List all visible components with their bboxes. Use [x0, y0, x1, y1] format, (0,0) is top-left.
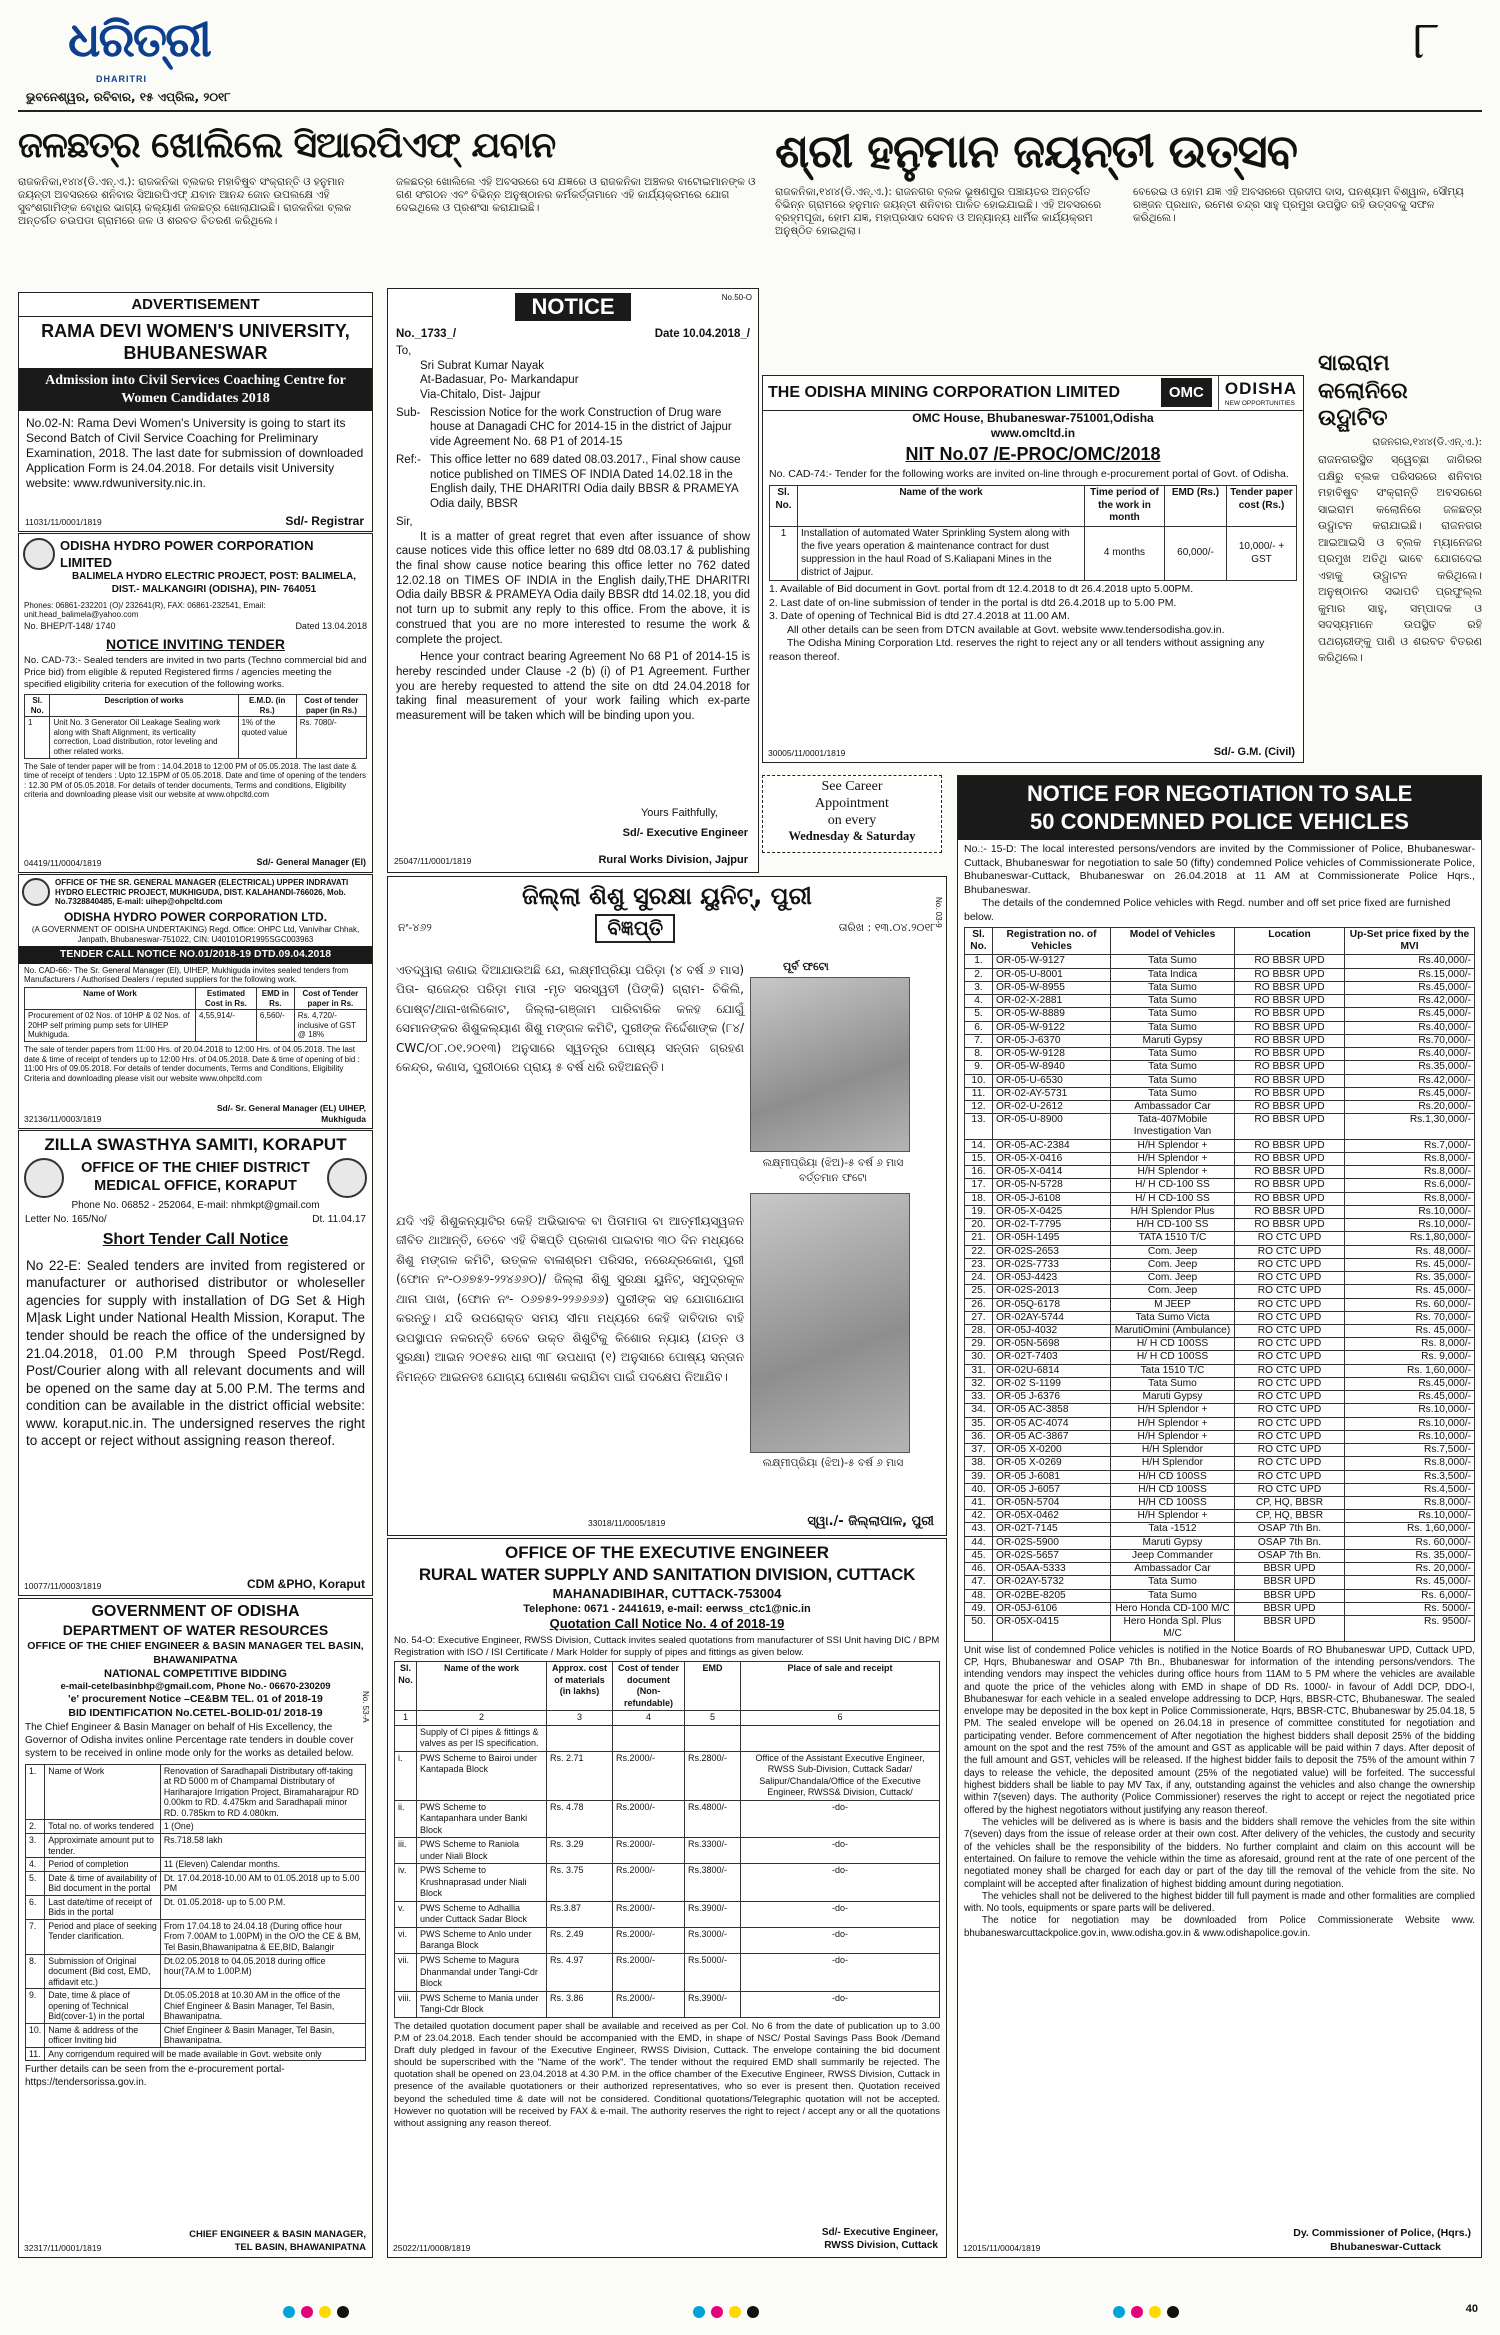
- table-row: 39. OR-05 J-6081 H/H CD 100SS RO CTC UPD Rs.3,500/-: [965, 1470, 1475, 1483]
- rwd-refs: This office letter no 689 dated 08.03.2017., Final show cause notice published on TIMES OF INDIA Dated 14.02.18 in the English daily, THE DHARITRI Odia daily BBSR & PRAMEYA Odia daily, BBSR: [430, 453, 741, 511]
- child-date: ତାରିଖ : ୧୩.୦୪.୨୦୧୮: [838, 921, 936, 935]
- wr-sign1: CHIEF ENGINEER & BASIN MANAGER,: [189, 2228, 366, 2240]
- omc-name: THE ODISHA MINING CORPORATION LIMITED: [768, 383, 1120, 401]
- table-row: 46. OR-05AA-5333 Ambassador Car BBSR UPD Rs. 20,000/-: [965, 1563, 1475, 1576]
- omc-house: OMC House, Bhubaneswar-751001,Odisha: [912, 410, 1154, 425]
- zilla-office: OFFICE OF THE CHIEF DISTRICT MEDICAL OFFICE, KORAPUT: [81, 1160, 310, 1194]
- police-body2: The vehicles will be delivered as is where is basis and the bidders shall remove the vehicles from the site within 7(seven) days from the issue of release order at their own cost. After delivery of the vehicles, the custody and security of the vehicles shall be the responsibility of the bidders. No further complaint and claim on this account will be entertained. On failure to remove the vehicle within the time as aforesaid, ground rent at the rate of one percent of the negotiated money shall be charged for each day or part of the day till the removal of the vehicle from the site. No complaint will be accepted after finalization of highest bidding amount during negotiation.: [964, 1816, 1475, 1890]
- table-row: 4. OR-02-X-2881 Tata Sumo RO BBSR UPD Rs.42,000/-: [965, 995, 1475, 1008]
- child-body2: ଯଦି ଏହି ଶିଶୁକନ୍ୟାଟିର କେହି ଅଭିଭାବକ ବା ପିତାମାତା ବା ଆତ୍ମୀୟସ୍ୱଜନ ଜୀବିତ ଥାଆନ୍ତି, ତେବେ ଏହି ବିଜ୍ଞପ୍ତି ପ୍ରକାଶ ପାଇବାର ୩୦ ଦିନ ମଧ୍ୟରେ ଶିଶୁ ମଙ୍ଗଳ କମିଟି, ଉତ୍କଳ ବାଳାଶ୍ରମ ପରିସର, ନରେନ୍ଦ୍ରକୋଣ, ପୁରୀ (ଫୋନ ନଂ-୦୬୭୫୨-୨୨୪୬୬୦)/ ଜିଲ୍ଲା ଶିଶୁ ସୁରକ୍ଷା ୟୁନିଟ୍, ସମୁଦ୍ରକୂଳ ଥାନା ପାଖ, (ଫୋନ ନଂ- ୦୬୭୫୨-୨୨୬୬୬୬) ପୁରୀଙ୍କ ସହ ଯୋଗାଯୋଗ କରନ୍ତୁ। ଯଦି ଉପରୋକ୍ତ ସମୟ ସୀମା ମଧ୍ୟରେ କେହି ଦାବିଦାର ବାହି ଉପସ୍ଥାପନ ନକରନ୍ତି ତେବେ ଉକ୍ତ ଶିଶୁଟିକୁ କିଶୋର ନ୍ୟାୟ (ଯତ୍ନ ଓ ସୁରକ୍ଷା) ଆଇନ ୨୦୧୫ର ଧାରା ୩୮ ଉପଧାରା (୧) ଅନୁସାରେ ପୋଷ୍ୟ ସନ୍ତାନ ନିମନ୍ତେ ଆଇନତଃ ଯୋଗ୍ୟ ଘୋଷଣା କରାଯିବା ପାଇଁ ପଦକ୍ଷେପ ନିଆଯିବ।: [396, 1214, 744, 1384]
- table-row: 32. OR-02 S-1199 Tata Sumo RO CTC UPD Rs.45,000/-: [965, 1377, 1475, 1390]
- story1-col2: ଜଳଛତ୍ର ଖୋଲିଲେ ଏହି ଅବସରରେ ସେ ଯଜ୍ଞରେ ଓ ରାଜକନିକା ଅଞ୍ଚଳର ବାଟୋଇମାନଙ୍କ ଓ ଗଣ ସଂଗଠନ ଏବଂ ବିଭିନ୍ନ ଅନୁଷ୍ଠାନର କର୍ମକର୍ତ୍ତାମାନେ ଏହି କାର୍ଯ୍ୟକ୍ରମରେ ଯୋଗ ଦେଇଥିଲେ ଓ ପ୍ରଶଂସା କରାଯାଇଛି।: [396, 176, 756, 215]
- rwd-addr-2: At-Badasuar, Po- Markandapur: [420, 374, 579, 387]
- ohpc1-code: 04419/11/0004/1819: [24, 858, 102, 869]
- child-caption2: ଲକ୍ଷ୍ମୀପ୍ରିୟା (ଝିଅ)-୫ ବର୍ଷ ୬ ମାସ: [762, 1457, 904, 1469]
- ohpc1-title: ODISHA HYDRO POWER CORPORATION LIMITED: [60, 538, 314, 570]
- omc-logo: OMC: [1161, 378, 1212, 407]
- police-intro2: The details of the condemned Police vehicles with Regd. number and off set price fixed are furnished below.: [964, 897, 1451, 923]
- table-row: 43. OR-02T-7145 Tata -1512 OSAP 7th Bn. Rs. 1,60,000/-: [965, 1523, 1475, 1536]
- table-row: 1. Name of Work Renovation of Saradhapali Distributary off-taking at RD 5000 m of Champamal Distributary of Hariharajore Irrigation Project, Biramaharajpur RD 0.00km to RD. 4.475km and Saradhapali minor RD. 0.785km to RD 4.080km.: [26, 1764, 366, 1820]
- ad-ohpc-uihep: [18, 874, 373, 1129]
- story2-headline: ଶ୍ରୀ ହନୁମାନ ଜୟନ୍ତୀ ଉତ୍ସବ: [775, 124, 1298, 178]
- table-row: 6. Last date/time of receipt of Bids in the portal Dt. 01.05.2018- up to 5.00 P.M.: [26, 1895, 366, 1919]
- table-row: 12. OR-02-U-2612 Ambassador Car RO BBSR UPD Rs.20,000/-: [965, 1100, 1475, 1113]
- rwd-sign1: Sd/- Executive Engineer: [622, 826, 748, 839]
- rwd-yours: Yours Faithfully,: [640, 806, 718, 819]
- table-row: 36. OR-05 AC-3867 H/H Splendor + RO CTC UPD Rs.10,000/-: [965, 1430, 1475, 1443]
- child-photo-1: [750, 977, 910, 1152]
- table-row: 22. OR-02S-2653 Com. Jeep RO CTC UPD Rs. 48,000/-: [965, 1245, 1475, 1258]
- omc-intro: No. CAD-74:- Tender for the following works are invited on-line through e-procurement portal of Govt. of Odisha.: [769, 468, 1289, 481]
- zilla-letter: Letter No. 165/No/: [25, 1213, 107, 1225]
- police-web: The notice for negotiation may be downloaded from Police Commissionerate Website www. bhubaneswarcuttackpolice.gov.in, www.odisha.gov.in & www.odishapolice.gov.in.: [964, 1915, 1475, 1939]
- rama-devi-sign: Sd/- Registrar: [285, 513, 364, 528]
- ohpc-logo-icon: [22, 878, 50, 906]
- table-row: 31. OR-02U-6814 Tata 1510 T/C RO CTC UPD Rs. 1,60,000/-: [965, 1364, 1475, 1377]
- child-caption1b: ବର୍ତ୍ତମାନ ଫଟୋ: [799, 1172, 867, 1184]
- omc-code: 30005/11/0001/1819: [768, 748, 846, 759]
- ohpc2-title: ODISHA HYDRO POWER CORPORATION LTD.: [63, 909, 328, 924]
- police-sign1: Dy. Commissioner of Police, (Hqrs.): [1293, 2226, 1471, 2239]
- rwd-sub: Rescission Notice for the work Construction of Drug ware house at Danagadi CHC for 2014-15 in the district of Jajpur vide Agreement No. 68 P1 of 2014-15: [430, 406, 732, 449]
- child-heading: ବିଜ୍ଞପ୍ତି: [595, 914, 675, 944]
- wr-email: e-mail-cetelbasinbhp@gmail.com, Phone No.- 06670-230209: [60, 1681, 331, 1693]
- table-row: 8. OR-05-W-9128 Tata Sumo RO BBSR UPD Rs.40,000/-: [965, 1048, 1475, 1061]
- rwss-addr: MAHANADIBIHAR, CUTTACK-753004: [552, 1585, 782, 1601]
- rwss-table: Sl. No. Name of the work Approx. cost of materials (in lakhs) Cost of tender document (Non-refundable) EMD Place of sale and receipt 1 2 3 4 5 6 Supply of CI pipes & fittings & valves as per IS specification. i. PWS Scheme to Bairoi under Kantapada Block Rs. 2.71 Rs.2000/- Rs.2800/- Office of the Assistant Executive Engineer, RWSS Sub-Division, Cuttack Sadar/ Salipur/Chandala/Office of the Executive Engineer, RWSS& Division, Cuttack/ ii. PWS Scheme to Kantapanhara under Banki Block Rs. 4.78 Rs.2000/- Rs.4800/- -do- iii. PWS Scheme to Raniola under Niali Block Rs. 3.29 Rs.2000/- Rs.3300/- -do- iv. PWS Scheme to Krushnaprasad under Niali Block Rs. 3.75 Rs.2000/- Rs.3800/- -do- v. PWS Scheme to Adhallia under Cuttack Sadar Block Rs.3.87 Rs.2000/- Rs.3900/- -do- vi. PWS Scheme to Anlo under Baranga Block Rs. 2.49 Rs.2000/- Rs.3000/- -do- vii. PWS Scheme to Magura Dhanmandal under Tangi-Cdr Block Rs. 4.97 Rs.2000/- Rs.5000/- -do- viii. PWS Scheme to Mania under Tangi-Cdr Block Rs. 3.86 Rs.2000/- Rs.3900/- -do-: [394, 1661, 940, 2017]
- ohpc1-heading: NOTICE INVITING TENDER: [106, 635, 285, 652]
- table-row: 9. Date, time & place of opening of Technical Bid(cover-1) in the portal Dt.05.05.2018 at 10.30 AM in the office of the Chief Engineer & Basin Manager, Tel Basin, Bhawanipatna.: [26, 1989, 366, 2024]
- story-jalachhatra: [18, 120, 763, 302]
- ad-child-protection: [387, 876, 947, 1536]
- child-side: No. 03-9: [934, 897, 943, 928]
- table-row: 9. OR-05-W-8940 Tata Sumo RO BBSR UPD Rs.35,000/-: [965, 1061, 1475, 1074]
- table-row: 33. OR-05 J-6376 Maruti Gypsy RO CTC UPD Rs.45,000/-: [965, 1391, 1475, 1404]
- page-number: 40: [1465, 2303, 1478, 2315]
- table-row: 47. OR-02AY-5732 Tata Sumo BBSR UPD Rs. 45,000/-: [965, 1576, 1475, 1589]
- story-hanuman-jayanti: [775, 120, 1482, 350]
- table-row: 49. OR-05J-6106 Hero Honda CD-100 M/C BBSR UPD Rs. 5000/-: [965, 1602, 1475, 1615]
- career-l2: Appointment: [815, 795, 889, 811]
- child-body: ଏତଦ୍ୱାରା ଜଣାଇ ଦିଆଯାଉଅଛି ଯେ, ଲକ୍ଷ୍ମୀପ୍ରିୟା ପରିଡ଼ା (୪ ବର୍ଷ ୬ ମାସ) ପିତା- ରାଜେନ୍ଦ୍ର ପରିଡ଼ା ମାତା -ମୃତ ସରସ୍ୱତୀ (ପିଙ୍କି) ଗ୍ରାମ- ଚିକିଲି, ପୋଷ୍ଟ/ଥାନା-ଖଲିକୋଟ, ଜିଲ୍ଲା-ଗଞ୍ଜାମ ପାରିବାରିକ କଳହ ଯୋଗୁଁ ସେମାନଙ୍କର ଶିଶୁକଲ୍ୟାଣ ଶିଶୁ ମଙ୍ଗଳ କମିଟି, ପୁରୀଙ୍କ ନିର୍ଦ୍ଦେଶାଙ୍କ (୮୪/ CWC/୦୮.୦୧.୨୦୧୩) ଅନୁସାରେ ସ୍ୱତନ୍ତ୍ର ପୋଷ୍ୟ ସନ୍ତାନ ଗ୍ରହଣ କେନ୍ଦ୍ର, କଣାସ, ପୁରୀଠାରେ ପ୍ରାୟ ୫ ବର୍ଷ ଧରି ରହିଅଛନ୍ତି।: [396, 963, 744, 1075]
- zilla-phone: Phone No. 06852 - 252064, E-mail: nhmkpt@gmail.com: [71, 1199, 320, 1211]
- wr-notice: 'e' procurement Notice –CE&BM TEL. 01 of 2018-19: [68, 1693, 323, 1706]
- ohpc1-sign: Sd/- General Manager (EI): [256, 857, 366, 868]
- ad-omc: [762, 375, 1304, 763]
- police-sign2: Bhubaneswar-Cuttack: [1330, 2240, 1441, 2253]
- child-code: 33018/11/0005/1819: [588, 1518, 666, 1529]
- sairam-dateline: ରାଜନଗର,୧୪ା୪(ଡି.ଏନ୍.ଏ.):: [1372, 436, 1482, 448]
- rama-devi-strip: Admission into Civil Services Coaching Centre for Women Candidates 2018: [19, 368, 372, 411]
- omc-note-3: 3. Date of opening of Technical Bid is dtd 27.4.2018 at 11.00 AM.: [769, 610, 1070, 623]
- rwd-code: 25047/11/0001/1819: [394, 856, 472, 867]
- ohpc1-date: Dated 13.04.2018: [295, 621, 367, 632]
- police-title2: 50 CONDEMNED POLICE VEHICLES: [1030, 809, 1409, 835]
- table-row: v. PWS Scheme to Adhallia under Cuttack Sadar Block Rs.3.87 Rs.2000/- Rs.3900/- -do-: [395, 1901, 940, 1927]
- table-row: iv. PWS Scheme to Krushnaprasad under Niali Block Rs. 3.75 Rs.2000/- Rs.3800/- -do-: [395, 1864, 940, 1902]
- rwss-sign2: RWSS Division, Cuttack: [824, 2240, 938, 2252]
- table-row: 4. Period of completion 11 (Eleven) Calendar months.: [26, 1858, 366, 1872]
- rwd-ref-label: Ref:-: [396, 453, 421, 466]
- table-row: 35. OR-05 AC-4074 H/H Splendor + RO CTC UPD Rs.10,000/-: [965, 1417, 1475, 1430]
- ohpc1-ref: No. BHEP/T-148/ 1740: [24, 621, 116, 632]
- rwss-quot: Quotation Call Notice No. 4 of 2018-19: [549, 1616, 785, 1632]
- rwss-sign1: Sd/- Executive Engineer,: [821, 2227, 938, 2239]
- ohpc1-phones: Phones: 06861-232201 (O)/ 232641(R), FAX: 06861-232541, Email: unit.head_balimela@yahoo.com: [24, 600, 266, 620]
- story1-col1: ରାଜକନିକା,୧୪ା୪(ଡି.ଏନ୍.ଏ.): ରାଜକନିକା ବ୍ଲକର ମହାବିଷୁବ ସଂକ୍ରାନ୍ତି ଓ ହନୁମାନ ଜୟନ୍ତୀ ଅବସରରେ ଶନିବାର ସିଆରପିଏଫ୍ ଯବାନ ଆନନ୍ଦ ଜୋନ ଉପଲକ୍ଷେ ଏହି ସୁବଂଶଗାମିଙ୍କ ବୋଧିର ଭାଗ୍ୟ କଲ୍ୟାଣ ଜଳଛତ୍ର ଖୋଲାଯାଇଛି। ରାଜକନିକା ବ୍ଲକ ଅନ୍ତର୍ଗତ ଚଉପଡା ଗ୍ରାମରେ ଜଳ ଓ ଶରବତ ବିତରଣ କରିଥିଲେ।: [18, 176, 352, 228]
- table-row: 26. OR-05Q-6178 M JEEP RO CTC UPD Rs. 60,000/-: [965, 1298, 1475, 1311]
- career-l4: Wednesday & Saturday: [788, 829, 916, 844]
- ad-rama-devi: [18, 292, 373, 532]
- table-row: 48. OR-02BE-8205 Tata Sumo BBSR UPD Rs. 6,000/-: [965, 1589, 1475, 1602]
- table-row: 24. OR-05J-4423 Com. Jeep RO CTC UPD Rs. 35,000/-: [965, 1272, 1475, 1285]
- table-row: 20. OR-02-T-7795 H/H CD-100 SS RO BBSR UPD Rs.10,000/-: [965, 1219, 1475, 1232]
- zilla-heading: Short Tender Call Notice: [102, 1231, 289, 1249]
- table-row: 14. OR-05-AC-2384 H/H Splendor + RO BBSR UPD Rs.7,000/-: [965, 1139, 1475, 1152]
- table-row: 11. OR-02-AY-5731 Tata Sumo RO BBSR UPD Rs.45,000/-: [965, 1087, 1475, 1100]
- police-title1: NOTICE FOR NEGOTIATION TO SALE: [1027, 781, 1412, 806]
- story-sairam: [1318, 350, 1482, 790]
- odisha-brand-sub: NEW OPPORTUNITIES: [1224, 399, 1295, 407]
- table-row: iii. PWS Scheme to Raniola under Niali Block Rs. 3.29 Rs.2000/- Rs.3300/- -do-: [395, 1838, 940, 1864]
- omc-note-1: 1. Available of Bid document in Govt. portal from dt 12.4.2018 to dt 26.4.2018 upto 5.00PM.: [769, 583, 1194, 596]
- omc-web: www.omcltd.in: [990, 425, 1076, 440]
- ohpc2-notes: The sale of tender papers from 11:00 Hrs. of 20.04.2018 to 12:00 Hrs. of 04.05.2018. The last date & time of receipt of tenders up to 12:00 Hrs. of 04.05.2018. Date & time of opening of bid : 11:00 Hrs of 09.05.2018. For details of tender documents, Terms and Conditions, Eligibility Criteria and downloading please visit our website www.ohpcltd.com: [24, 1044, 360, 1083]
- rama-devi-code: 11031/11/0001/1819: [25, 517, 102, 528]
- dateline: ଭୁବନେଶ୍ୱର, ରବିବାର, ୧୫ ଏପ୍ରିଲ, ୨୦୧୮: [26, 90, 231, 104]
- table-row: 11. Any corrigendum required will be made available in Govt. website only: [26, 2047, 366, 2061]
- child-caption1: ଲକ୍ଷ୍ମୀପ୍ରିୟା (ଝିଅ)-୫ ବର୍ଷ ୬ ମାସ: [762, 1157, 904, 1169]
- table-row: 17. OR-05-N-5728 H/ H CD-100 SS RO BBSR UPD Rs.6,000/-: [965, 1179, 1475, 1192]
- table-row: 18. OR-05-J-6108 H/ H CD-100 SS RO BBSR UPD Rs.8,000/-: [965, 1192, 1475, 1205]
- omc-nit: NIT No.07 /E-PROC/OMC/2018: [905, 444, 1161, 465]
- nhm-logo-icon: [327, 1158, 367, 1198]
- zilla-title: ZILLA SWASTHYA SAMITI, KORAPUT: [44, 1135, 347, 1154]
- ohpc1-intro: No. CAD-73:- Sealed tenders are invited in two parts (Techno commercial bid and Price bid) from eligible & reputed Registered firms / agencies meeting the specified eligibility criteria for execution of the following works.: [24, 655, 367, 691]
- table-row: 21. OR-05H-1495 TATA 1510 T/C RO CTC UPD Rs.1,80,000/-: [965, 1232, 1475, 1245]
- ohpc2-band: TENDER CALL NOTICE NO.01/2018-19 DTD.09.04.2018: [19, 946, 372, 963]
- masthead-rule: [18, 110, 1482, 112]
- wr-office: OFFICE OF THE CHIEF ENGINEER & BASIN MANAGER TEL BASIN, BHAWANIPATNA: [27, 1640, 364, 1666]
- odisha-emblem-icon: [24, 1158, 64, 1198]
- rwd-date: Date 10.04.2018_/: [654, 328, 750, 341]
- table-row: 42. OR-05X-0462 H/H Splendor + CP, HQ, BBSR Rs.10,000/-: [965, 1510, 1475, 1523]
- police-body: Unit wise list of condemned Police vehicles is notified in the Notice Boards of RO Bhubaneswar UPD, Cuttack UPD, CP, Hqrs, Bhubaneswar and OSAP 7th Bn., Bhubaneswar for information of the intending persons/vendors. The intending vendors may inspect the vehicles during office hours from 11AM to 5 PM where the vehicles are available and quote the price of the vehicles along with EMD in shape of DD Rs. 1000/- in favour of Addl DCP, DDO-I, Bhubaneswar for each vehicle in a sealed envelope addressing to DCP, Hqrs, BBSR-CTC, Bhubaneswar. The sealed envelope may be deposited in the box kept in Police Commissionerate, Hqrs, BBSR-CTC, Bhubaneswar by 25.04.18, 5 PM. The sealed envelope will be opened on 26.04.18 in presence of committee constituted for negotiation and participating vender. Before commencement of After negotiation the highest bidders shall deposit 25% of the bidding amount on the spot and the rest 75% of the amount and GST as applicable will be paid within 7 days. After deposit of the full amount and GST, vehicles will be released. If the highest bidder fails to deposit the 75% of the amount within 7 days to release the vehicle, the deposited amount (25% of the negotiated value) will be forfeited. The successful highest bidders shall be liable to pay MV Tax, if any, outstanding against the vehicles and also change the ownership within 7(seven) days. The authority (Police Commissioner) reserves the right to accept or reject the negotiated price offered by the highest negotiators without justifying any reason thereof.: [964, 1644, 1476, 1816]
- story1-headline: ଜଳଛତ୍ର ଖୋଲିଲେ ସିଆରପିଏଫ୍ ଯବାନ: [18, 125, 556, 166]
- ad-rwd-notice: [387, 288, 759, 873]
- rama-devi-band: ADVERTISEMENT: [19, 293, 372, 317]
- table-row: 2. Total no. of works tendered 1 (One): [26, 1820, 366, 1834]
- rwd-letter-no: No._1733_/: [396, 328, 457, 341]
- table-row: 8. Submission of Original document (Bid cost, EMD, affidavit etc.) Dt.02.05.2018 to 04.05.2018 during office hour(7A.M to 1.00P.M): [26, 1954, 366, 1989]
- omc-other: All other details can be seen from DTCN available at Govt. website www.tendersodisha.gov.in.: [787, 623, 1225, 636]
- child-sign: ସ୍ୱା./- ଜିଲ୍ଲାପାଳ, ପୁରୀ: [807, 1514, 934, 1530]
- wr-table: [25, 1764, 366, 2062]
- table-row: 25. OR-02S-2013 Com. Jeep RO CTC UPD Rs. 45,000/-: [965, 1285, 1475, 1298]
- table-row: 2. OR-05-U-8001 Tata Indica RO BBSR UPD Rs.15,000/-: [965, 968, 1475, 981]
- wr-side-no: No. 53-A: [361, 1691, 370, 1723]
- table-row: 23. OR-02S-7733 Com. Jeep RO CTC UPD Rs. 45,000/-: [965, 1258, 1475, 1271]
- ad-police-vehicles: [957, 775, 1482, 2258]
- table-row: ii. PWS Scheme to Kantapanhara under Banki Block Rs. 4.78 Rs.2000/- Rs.4800/- -do-: [395, 1800, 940, 1838]
- police-body3: The vehicles shall not be delivered to the highest bidder till full payment is made and other formalities are complied with. No tools, equipments or spare parts will be delivered.: [964, 1890, 1475, 1915]
- color-registration-marks: [0, 2300, 1500, 2330]
- police-code: 12015/11/0004/1819: [963, 2243, 1041, 2254]
- wr-footer: Further details can be seen from the e-procurement portal-https://tendersorissa.gov.in.: [25, 2064, 285, 2089]
- ohpc1-table: Sl. No. Description of works E.M.D. (in Rs.) Cost of tender paper (in Rs.) 1 Unit No. 3 Generator Oil Leakage Sealing work along with Shaft Alignment, its verticality correction, Load distribution, rotor leveling and other related works. 1% of the quoted value Rs. 7080/-: [24, 694, 367, 759]
- ohpc2-sub: (A GOVERNMENT OF ODISHA UNDERTAKING) Regd. Office: OHPC Ltd, Vanivihar Chhak, Janpath, Bhubaneswar-751022, CIN: U40101OR1995SGC003963: [31, 925, 360, 944]
- ad-zilla-swasthya: [18, 1130, 373, 1596]
- table-row: 7. Period and place of seeking Tender clarification. From 17.04.18 to 24.04.18 (During office hour From 7.00AM to 1.00PM) in the O/O the CE & BM, Tel Basin,Bhawanipatna & EE,BID, Balangir: [26, 1919, 366, 1954]
- wr-ncb: NATIONAL COMPETITIVE BIDDING: [104, 1668, 287, 1681]
- table-row: 1. OR-05-W-9127 Tata Sumo RO BBSR UPD Rs.40,000/-: [965, 955, 1475, 968]
- sairam-headline: ସାଇରାମ କଲୋନିରେ ଉଦ୍ଘାଟିତ: [1318, 351, 1408, 431]
- table-row: 50. OR-05X-0415 Hero Honda Spl. Plus M/C BBSR UPD Rs. 9500/-: [965, 1616, 1475, 1641]
- table-row: 44. OR-02S-5900 Maruti Gypsy OSAP 7th Bn. Rs. 60,000/-: [965, 1536, 1475, 1549]
- table-row: 30. OR-02T-7403 H/ H CD 100SS RO CTC UPD Rs. 9,000/-: [965, 1351, 1475, 1364]
- wr-bid: BID IDENTIFICATION No.CETEL-BOLID-01/ 2018-19: [68, 1706, 323, 1719]
- child-photo-2: [750, 1193, 910, 1453]
- table-row: 29. OR-05N-5698 H/ H CD 100SS RO CTC UPD Rs. 8,000/-: [965, 1338, 1475, 1351]
- zilla-body: No 22-E: Sealed tenders are invited from registered or manufacturer or authorised distributor or wholeseller agencies for supply with installation of DG Set & High M|ask Light under National Health Mission, Koraput. The tender should be reach the office of the undersigned by 21.04.2018, 01.00 P.M through Speed Post/Regd. Post/Courier along with all relevant documents and will be opened on the same day at 5.00 P.M. The terms and condition can be available in the district official website: www. koraput.nic.in. The undersigned reserves the right to accept or reject without assigning reason thereof.: [26, 1257, 365, 1449]
- table-row: vi. PWS Scheme to Anlo under Baranga Block Rs. 2.49 Rs.2000/- Rs.3000/- -do-: [395, 1927, 940, 1953]
- table-row: 1 Unit No. 3 Generator Oil Leakage Sealing work along with Shaft Alignment, its verticality correction, Load distribution, rotor leveling and other related works. 1% of the quoted value Rs. 7080/-: [25, 717, 367, 758]
- ohpc2-table: Name of Work Estimated Cost in Rs. EMD in Rs. Cost of Tender paper in Rs. Procurement of 02 Nos. of 10HP & 02 Nos. of 20HP self priming pump sets for UIHEP Mukhiguda. 4,55,914/- 6,560/- Rs. 4,720/- inclusive of GST @ 18%: [24, 987, 367, 1042]
- rwd-addr-3: Via-Chitalo, Dist- Jajpur: [420, 389, 541, 402]
- table-row: 6. OR-05-W-9122 Tata Sumo RO BBSR UPD Rs.40,000/-: [965, 1021, 1475, 1034]
- rwd-heading: NOTICE: [515, 293, 630, 321]
- omc-reserve: The Odisha Mining Corporation Ltd. reserves the right to reject any or all tenders without assigning any reason thereof.: [769, 637, 1265, 663]
- police-table: Sl. No. Registration no. of Vehicles Model of Vehicles Location Up-Set price fixed by the MVI 1. OR-05-W-9127 Tata Sumo RO BBSR UPD Rs.40,000/- 2. OR-05-U-8001 Tata Indica RO BBSR UPD Rs.15,000/- 3. OR-05-W-8955 Tata Sumo RO BBSR UPD Rs.45,000/- 4. OR-02-X-2881 Tata Sumo RO BBSR UPD Rs.42,000/- 5. OR-05-W-8889 Tata Sumo RO BBSR UPD Rs.45,000/- 6. OR-05-W-9122 Tata Sumo RO BBSR UPD Rs.40,000/- 7. OR-05-J-6370 Maruti Gypsy RO BBSR UPD Rs.70,000/- 8. OR-05-W-9128 Tata Sumo RO BBSR UPD Rs.40,000/- 9. OR-05-W-8940 Tata Sumo RO BBSR UPD Rs.35,000/- 10. OR-05-U-6530 Tata Sumo RO BBSR UPD Rs.42,000/- 11. OR-02-AY-5731 Tata Sumo RO BBSR UPD Rs.45,000/- 12. OR-02-U-2612 Ambassador Car RO BBSR UPD Rs.20,000/- 13. OR-05-U-8900 Tata-407Mobile Investigation Van RO BBSR UPD Rs.1,30,000/- 14. OR-05-AC-2384 H/H Splendor + RO BBSR UPD Rs.7,000/- 15. OR-05-X-0416 H/H Splendor + RO BBSR UPD Rs.8,000/- 16. OR-05-X-0414 H/H Splendor + RO BBSR UPD Rs.8,000/- 17. OR-05-N-5728 H/ H CD-100 SS RO BBSR UPD Rs.6,000/- 18. OR-05-J-6108 H/ H CD-100 SS RO BBSR UPD Rs.8,000/- 19. OR-05-X-0425 H/H Splendor Plus RO BBSR UPD Rs.10,000/- 20. OR-02-T-7795 H/H CD-100 SS RO BBSR UPD Rs.10,000/- 21. OR-05H-1495 TATA 1510 T/C RO CTC UPD Rs.1,80,000/- 22. OR-02S-2653 Com. Jeep RO CTC UPD Rs. 48,000/- 23. OR-02S-7733 Com. Jeep RO CTC UPD Rs. 45,000/- 24. OR-05J-4423 Com. Jeep RO CTC UPD Rs. 35,000/- 25. OR-02S-2013 Com. Jeep RO CTC UPD Rs. 45,000/- 26. OR-05Q-6178 M JEEP RO CTC UPD Rs. 60,000/- 27. OR-02AY-5744 Tata Sumo Victa RO CTC UPD Rs. 70,000/- 28. OR-05J-4032 MarutiOmini (Ambulance) RO CTC UPD Rs. 45,000/- 29. OR-05N-5698 H/ H CD 100SS RO CTC UPD Rs. 8,000/- 30. OR-02T-7403 H/ H CD 100SS RO CTC UPD Rs. 9,000/- 31. OR-02U-6814 Tata 1510 T/C RO CTC UPD Rs. 1,60,000/- 32. OR-02 S-1199 Tata Sumo RO CTC UPD Rs.45,000/- 33. OR-05 J-6376 Maruti Gypsy RO CTC UPD Rs.45,000/- 34. OR-05 AC-3858 H/H Splendor + RO CTC UPD Rs.10,000/- 35. OR-05 AC-4074 H/H Splendor + RO CTC UPD Rs.10,000/- 36. OR-05 AC-3867 H/H Splendor + RO CTC UPD Rs.10,000/- 37. OR-05 X-0200 H/H Splendor RO CTC UPD Rs.7,500/- 38. OR-05 X-0269 H/H Splendor RO CTC UPD Rs.8,000/- 39. OR-05 J-6081 H/H CD 100SS RO CTC UPD Rs.3,500/- 40. OR-05 J-6057 H/H CD 100SS RO CTC UPD Rs.4,500/- 41. OR-05N-5704 H/H CD 100SS CP, HQ, BBSR Rs.8,000/- 42. OR-05X-0462 H/H Splendor + CP, HQ, BBSR Rs.10,000/- 43. OR-02T-7145 Tata -1512 OSAP 7th Bn. Rs. 1,60,000/- 44. OR-02S-5900 Maruti Gypsy OSAP 7th Bn. Rs. 60,000/- 45. OR-02S-5657 Jeep Commander OSAP 7th Bn. Rs. 35,000/- 46. OR-05AA-5333 Ambassador Car BBSR UPD Rs. 20,000/- 47. OR-02AY-5732 Tata Sumo BBSR UPD Rs. 45,000/- 48. OR-02BE-8205 Tata Sumo BBSR UPD Rs. 6,000/- 49. OR-05J-6106 Hero Honda CD-100 M/C BBSR UPD Rs. 5000/- 50. OR-05X-0415 Hero Honda Spl. Plus M/C BBSR UPD Rs. 9500/-: [964, 927, 1475, 1642]
- masthead-logo-en: DHARITRI: [96, 74, 147, 84]
- omc-note-2: 2. Last date of on-line submission of tender in the portal is dtd 26.4.2018 up to 5.00 PM.: [769, 596, 1177, 609]
- odisha-brand: ODISHA: [1224, 379, 1297, 398]
- rwd-sir: Sir,: [396, 515, 413, 528]
- wr-title2: DEPARTMENT OF WATER RESOURCES: [62, 1622, 329, 1639]
- wr-sign2: TEL BASIN, BHAWANIPATNA: [234, 2241, 366, 2253]
- omc-sign: Sd/- G.M. (Civil): [1213, 745, 1295, 758]
- ohpc2-sign: Sd/- Sr. General Manager (EL) UIHEP, Mukhiguda: [216, 1103, 366, 1125]
- story2-col1: ରାଜକନିକା,୧୪ା୪(ଡି.ଏନ୍.ଏ.): ରାଜନଗର ବ୍ଲକ ଭୂଷଣପୁର ପଞ୍ଚାୟତର ଅନ୍ତର୍ଗତ ବିଭିନ୍ନ ଗ୍ରାମରେ ହନୁମାନ ଜୟନ୍ତୀ ଶନିବାର ପାଳିତ ହୋଇଯାଇଛି। ଏହି ଅବସରରେ ବ୍ରହ୍ମପୂଜା, ହୋମ ଯଜ୍ଞ, ମହାପ୍ରସାଦ ସେବନ ଓ ଅନ୍ୟାନ୍ୟ ଧାର୍ମିକ କାର୍ଯ୍ୟକ୍ରମ ଅନୁଷ୍ଠିତ ହୋଇଥିଲା।: [775, 186, 1102, 238]
- child-photo1-label: ପୂର୍ବ ଫଟୋ: [783, 960, 829, 973]
- table-row: 38. OR-05 X-0269 H/H Splendor RO CTC UPD Rs.8,000/-: [965, 1457, 1475, 1470]
- table-row: vii. PWS Scheme to Magura Dhanmandal under Tangi-Cdr Block Rs. 4.97 Rs.2000/- Rs.5000/- -do-: [395, 1954, 940, 1992]
- table-row: 27. OR-02AY-5744 Tata Sumo Victa RO CTC UPD Rs. 70,000/-: [965, 1311, 1475, 1324]
- rama-devi-title: RAMA DEVI WOMEN'S UNIVERSITY, BHUBANESWAR: [41, 321, 350, 363]
- career-box: [762, 775, 942, 853]
- ad-water-resources: [18, 1598, 373, 2258]
- table-row: 37. OR-05 X-0200 H/H Splendor RO CTC UPD Rs.7,500/-: [965, 1444, 1475, 1457]
- table-row: 13. OR-05-U-8900 Tata-407Mobile Investigation Van RO BBSR UPD Rs.1,30,000/-: [965, 1114, 1475, 1139]
- table-row: 40. OR-05 J-6057 H/H CD 100SS RO CTC UPD Rs.4,500/-: [965, 1483, 1475, 1496]
- table-row: 41. OR-05N-5704 H/H CD 100SS CP, HQ, BBSR Rs.8,000/-: [965, 1497, 1475, 1510]
- rwss-body: The detailed quotation document paper shall be available and received as per Col. No 6 from the date of publication up to 3.00 P.M of 23.04.2018. Each tender should be accompanied with the EMD, in shape of NSC/ Postal Savings Pass Book /Demand Draft duly pledged in favour of the Executive Engineer, RWSS Division, Cuttack. The envelope containing the bid document should be superscribed with the "Name of the work". The tender without the required EMD shall summarily be rejected. The quotation shall be opened on 23.04.2018 at 4.30 P.M. in the office chamber of the Executive Engineer, RWSS Division, Cuttack in presence of the available quotationers or their authorized representatives, who so ever is present then. Quotation received beyond the scheduled time & date will not be considered. Conditional quotations/Telegraphic quotation will not be accepted. However no quotation will be received by FAX & e-mail. The authority reserves the right to reject / accept any or all the quotations without assigning any reason thereof.: [394, 2020, 940, 2129]
- table-row: 19. OR-05-X-0425 H/H Splendor Plus RO BBSR UPD Rs.10,000/-: [965, 1205, 1475, 1218]
- child-title: ଜିଲ୍ଲା ଶିଶୁ ସୁରକ୍ଷା ୟୁନିଟ୍, ପୁରୀ: [521, 882, 813, 910]
- wr-intro: The Chief Engineer & Basin Manager on behalf of His Excellency, the Governor of Odisha invites online Percentage rate tenders in double cover system to be received in online mode only for the works as detailed below.: [25, 1722, 354, 1759]
- ad-ohpc-balimela: [18, 533, 373, 873]
- rwd-p2: Hence your contract bearing Agreement No 68 P1 of 2014-15 is hereby rescinded under Clause -2 (b) (i) of P1 Agreement. Further you are hereby requested to attend the site on dtd 24.04.2018 for taking final measurement of your work failing which ex-parte measurement will be taken which will be binding upon you.: [396, 651, 750, 723]
- ohpc1-notes: The Sale of tender paper will be from : 14.04.2018 to 12:00 PM of 05.05.2018. The last date & time of receipt of tenders : Upto 12.15PM of 05.05.2018. Date and time of opening of the tenders : 12.30 PM of 05.05.2018. For details of tender documents, Terms and conditions, Eligibility criteria and downloading please visit our website at www.ohpcltd.com: [24, 761, 366, 800]
- table-row: 15. OR-05-X-0416 H/H Splendor + RO BBSR UPD Rs.8,000/-: [965, 1152, 1475, 1165]
- story2-col2: ବେରେଇ ଓ ହୋମ ଯଜ୍ଞ ଏହି ଅବସରରେ ପ୍ରଦୀପ ଦାସ, ଘନଶ୍ୟାମ ବିଶ୍ୱାଳ, ସୌମ୍ୟ ରଞ୍ଜନ ପ୍ରଧାନ, ରମେଶ ଚନ୍ଦ୍ର ସାହୁ ପ୍ରମୁଖ ଉପସ୍ଥିତ ରହି ଉତ୍ସବକୁ ସଫଳ କରିଥିଲେ।: [1133, 186, 1464, 225]
- zilla-sign: CDM &PHO, Koraput: [247, 1576, 365, 1591]
- rama-devi-body: No.02-N: Rama Devi Women's University is going to start its Second Batch of Civil Service Coaching for Preliminary Examination, 2018. The last date for submission of downloaded Application Form is 24.04.2018. For details visit University website: www.rdwuniversity.nic.in.: [26, 416, 364, 491]
- rwss-tel: Telephone: 0671 - 2441619, e-mail: eerwss_ctc1@nic.in: [523, 1603, 811, 1616]
- rwss-office: OFFICE OF THE EXECUTIVE ENGINEER: [505, 1543, 829, 1562]
- table-row: 1 Installation of automated Water Sprinkling System along with the five years operation & maintenance contract for dust suppression in the haul Road of S.Kaliapani Mines in the district of Jajpur. 4 months 60,000/- 10,000/- + GST: [770, 527, 1297, 581]
- table-row: 5. OR-05-W-8889 Tata Sumo RO BBSR UPD Rs.45,000/-: [965, 1008, 1475, 1021]
- ohpc1-address: BALIMELA HYDRO ELECTRIC PROJECT, POST: BALIMELA, DIST.- MALKANGIRI (ODISHA), PIN- 764051: [71, 571, 357, 596]
- table-row: i. PWS Scheme to Bairoi under Kantapada Block Rs. 2.71 Rs.2000/- Rs.2800/- Office of the Assistant Executive Engineer, RWSS Sub-Division, Cuttack Sadar/ Salipur/Chandala/Office of the Executive Engineer, RWSS& Division, Cuttack/: [395, 1751, 940, 1800]
- table-row: 45. OR-02S-5657 Jeep Commander OSAP 7th Bn. Rs. 35,000/-: [965, 1549, 1475, 1562]
- rwd-ref: No.50-O: [721, 293, 752, 302]
- career-l3: on every: [827, 812, 877, 828]
- masthead: [18, 10, 1482, 125]
- table-row: 34. OR-05 AC-3858 H/H Splendor + RO CTC UPD Rs.10,000/-: [965, 1404, 1475, 1417]
- table-row: 16. OR-05-X-0414 H/H Splendor + RO BBSR UPD Rs.8,000/-: [965, 1166, 1475, 1179]
- table-row: 7. OR-05-J-6370 Maruti Gypsy RO BBSR UPD Rs.70,000/-: [965, 1034, 1475, 1047]
- career-l1: See Career: [821, 779, 883, 794]
- omc-table: Sl. No. Name of the work Time period of the work in month EMD (Rs.) Tender paper cost (Rs.) 1 Installation of automated Water Sprinkling System along with the five years operation & maintenance contract for dust suppression in the haul Road of S.Kaliapani Mines in the district of Jajpur. 4 months 60,000/- 10,000/- + GST: [769, 485, 1297, 582]
- rwss-code: 25022/11/0008/1819: [393, 2243, 471, 2254]
- wr-code: 32317/11/0001/1819: [24, 2243, 102, 2254]
- ohpc2-intro: No. CAD-66:- The Sr. General Manager (El), UIHEP, Mukhiguda invites sealed tenders from Manufacturers / Authorised Dealers / reputed suppliers for the following work.: [24, 965, 349, 985]
- page-marker: ୮: [1413, 12, 1441, 70]
- table-row: Procurement of 02 Nos. of 10HP & 02 Nos. of 20HP self priming pump sets for UIHEP Mukhiguda. 4,55,914/- 6,560/- Rs. 4,720/- inclusive of GST @ 18%: [25, 1010, 367, 1042]
- zilla-code: 10077/11/0003/1819: [24, 1581, 102, 1592]
- zilla-date: Dt. 11.04.17: [312, 1213, 366, 1225]
- rwss-division: RURAL WATER SUPPLY AND SANITATION DIVISION, CUTTACK: [418, 1564, 916, 1584]
- sairam-body: ରାଜନଗରସ୍ଥିତ ସ୍ୱେଚ୍ଛା ଜାଗିରର ପକ୍ଷିରୁ ବ୍ଲକ ପରିସରରେ ଶନିବାର ମହାବିଷୁବ ସଂକ୍ରାନ୍ତି ଅବସରରେ ସାଇରାମ କଲୋନିରେ ଜଳଛତ୍ର ଉଦ୍ଘାଟନ କରାଯାଇଛି। ରାଜନଗର ଆଇଆଇସି ଓ ବ୍ଲକ ମ୍ୟାନେଜର ପ୍ରମୁଖ ଅତିଥି ଭାବେ ଯୋଗଦେଇ ଏହାକୁ ଉଦ୍ଘାଟନ କରିଥିଲେ। ଅନୁଷ୍ଠାନର ସଭାପତି ପ୍ରଫୁଲ୍ଲ କୁମାର ସାହୁ, ସମ୍ପାଦକ ଓ ସଦସ୍ୟମାନେ ଉପସ୍ଥିତ ରହି ପଥଚାରୀଙ୍କୁ ପାଣି ଓ ଶରବତ ବିତରଣ କରିଥିଲେ।: [1318, 453, 1482, 665]
- table-row: 3. OR-05-W-8955 Tata Sumo RO BBSR UPD Rs.45,000/-: [965, 981, 1475, 994]
- rwd-to: To,: [396, 344, 412, 357]
- police-intro: No.:- 15-D: The local interested persons/vendors are invited by the Commissioner of Police, Bhubaneswar-Cuttack, Bhubaneswar for negotiation to sale 50 (fifty) condemned Police vehicles of Commissionerate Police, Bhubaneswar-Cuttack, Bhubaneswar on 26.04.2018 at 11 AM at Commissionerate Police Hqrs., Bhubaneswar.: [964, 843, 1475, 896]
- rwss-intro: No. 54-O: Executive Engineer, RWSS Division, Cuttack invites sealed quotations from manufacturer of SSI Unit having DIC / BPM Registration with ISO / ISI Certificate / Mark Holder for supply of pipes and fittings as given below.: [394, 1634, 940, 1658]
- child-no: ନଂ-୪୬୨: [398, 921, 432, 935]
- ohpc2-top: OFFICE OF THE SR. GENERAL MANAGER (ELECTRICAL) UPPER INDRAVATI HYDRO ELECTRIC PROJECT, MUKHIGUDA, DIST. KALAHANDI-766026, Mob. No.7328840485, E-mail: uihep@ohpcltd.com: [55, 878, 349, 907]
- table-row: 5. Date & time of availability of Bid document in the portal Dt. 17.04.2018-10.00 AM to 01.05.2018 up to 5.00 PM: [26, 1871, 366, 1895]
- ad-rwss-cuttack: [387, 1538, 947, 2258]
- ohpc2-code: 32136/11/0003/1819: [24, 1114, 102, 1125]
- rwd-addr-1: Sri Subrat Kumar Nayak: [420, 359, 544, 372]
- masthead-logo: ଧରିତ୍ରୀ: [68, 12, 210, 68]
- rwd-p1: It is a matter of great regret that even after issuance of show cause notices vide this office letter no 689 dtd 08.03.17 & publishing the final show cause notice bearing this office letter no 762 dated 12.02.18 on TIMES OF INDIA in the English daily,THE DHARITRI Odia daily BBSR & PRAMEYA Odia daily BBSR dtd 14.02.18, you did not turn up to submit any reply to this office. From the above, it is construed that you are no more interested to resume the work & complete the project.: [396, 530, 750, 646]
- table-row: 10. OR-05-U-6530 Tata Sumo RO BBSR UPD Rs.42,000/-: [965, 1074, 1475, 1087]
- ohpc-logo-icon: [23, 538, 55, 570]
- table-row: 3. Approximate amount put to tender. Rs.718.58 lakh: [26, 1834, 366, 1858]
- rwd-sub-label: Sub-: [396, 406, 421, 419]
- table-row: viii. PWS Scheme to Mania under Tangi-Cdr Block Rs. 3.86 Rs.2000/- Rs.3900/- -do-: [395, 1991, 940, 2017]
- wr-title1: GOVERNMENT OF ODISHA: [91, 1603, 300, 1620]
- rwd-sign2: Rural Works Division, Jajpur: [598, 853, 748, 866]
- table-row: 28. OR-05J-4032 MarutiOmini (Ambulance) RO CTC UPD Rs. 45,000/-: [965, 1324, 1475, 1337]
- table-row: 10. Name & address of the officer Inviting bid Chief Engineer & Basin Manager, Tel Basin, Bhawanipatna.: [26, 2023, 366, 2047]
